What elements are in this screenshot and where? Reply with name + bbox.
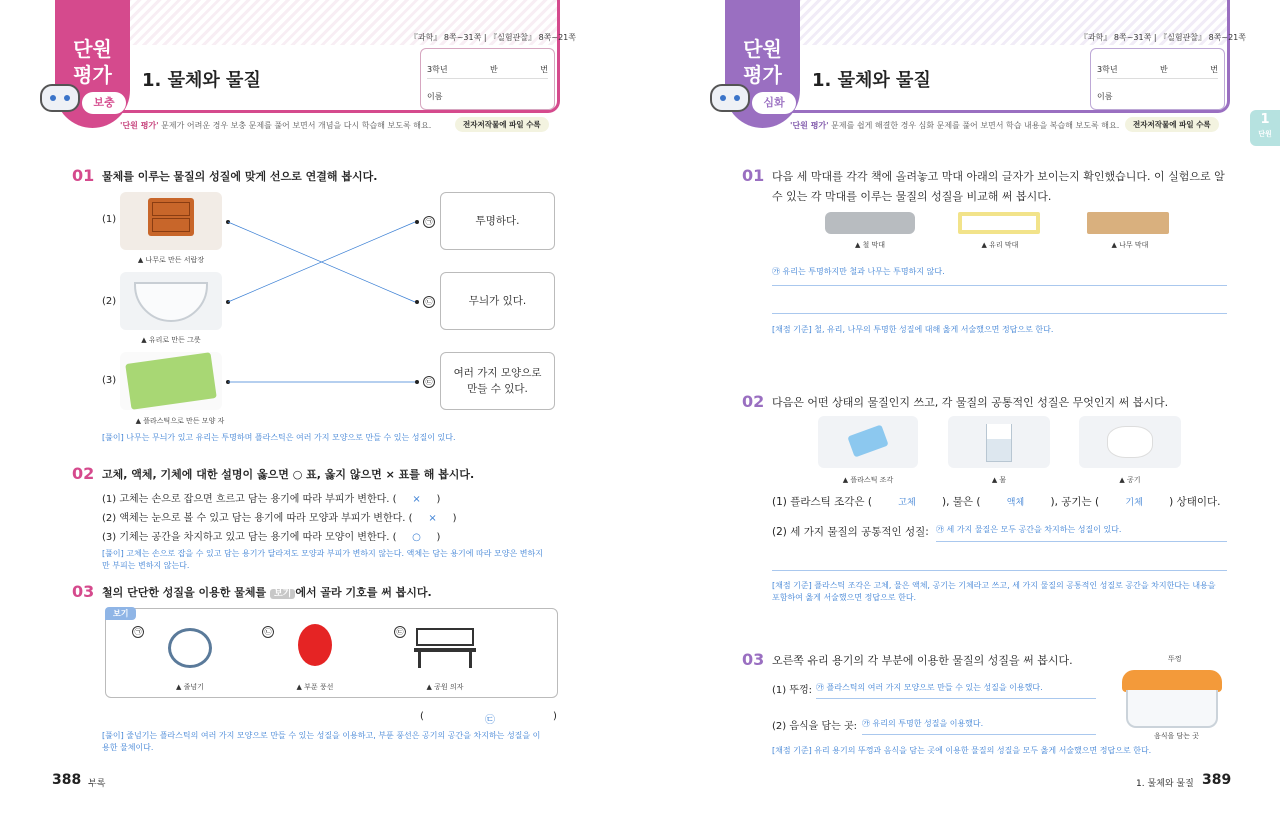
question-text: 오른쪽 유리 용기의 각 부분에 이용한 물질의 성질을 써 봅시다. — [772, 654, 1073, 667]
answer-text[interactable]: ㉮ 유리의 투명한 성질을 이용했다. — [862, 719, 984, 728]
question-number: 02 — [742, 392, 765, 411]
q2-part1: (1) 플라스틱 조각은 ( 고체 ), 물은 ( 액체 ), 공기는 ( 기체 ) 상태이다. — [772, 496, 1221, 508]
lid-label: 뚜껑 — [1168, 655, 1182, 663]
option-mark: ㉢ — [394, 626, 406, 638]
question-number: 03 — [742, 650, 765, 669]
tab-line1: 단원 — [73, 37, 112, 61]
option-mark: ㉡ — [262, 626, 274, 638]
question-text: 다음은 어떤 상태의 물질인지 쓰고, 각 물질의 공통적인 성질은 무엇인지 써 봅시다. — [772, 396, 1169, 409]
connect-dot[interactable] — [415, 220, 419, 224]
glass-container-image — [1118, 664, 1226, 732]
wood-bar-image — [1087, 212, 1169, 234]
unit-note: '단원 평가' 문제를 쉽게 해결한 경우 심화 문제를 풀어 보면서 학습 내용을 복습해 보도록 해요. — [790, 121, 1120, 130]
q3-part2-label: (2) 음식을 담는 곳: — [772, 721, 858, 732]
textbook-refs: 『과학』 8쪽~31쪽 | 『실험관찰』 8쪽~21쪽 — [1079, 33, 1246, 42]
answer-text[interactable]: ㉮ 플라스틱의 여러 가지 모양으로 만들 수 있는 성질을 이용했다. — [816, 683, 1043, 692]
connect-dot[interactable] — [415, 300, 419, 304]
criteria-text: [채점 기준] 유리 용기의 뚜껑과 음식을 담는 곳에 이용한 물질의 성질을 모두 옳게 서술했으면 정답으로 한다. — [772, 746, 1152, 755]
option-box: 무늬가 있다. — [440, 272, 555, 330]
criteria-text: [채점 기준] 철, 유리, 나무의 투명한 성질에 대해 옳게 서술했으면 정답으로 한다. — [772, 325, 1054, 334]
criteria-text: [채점 기준] 플라스틱 조각은 고체, 물은 액체, 공기는 기체라고 쓰고, 세 가지 물질의 공통적인 성질로 공간을 차지한다는 내용을 포함하여 옳게 서술했으면 정답으로 한다. — [772, 581, 1216, 602]
class-field[interactable]: 반 — [1160, 65, 1168, 74]
tab-line2: 평가 — [743, 63, 782, 87]
connect-dot[interactable] — [415, 380, 419, 384]
image-caption: ▲ 줄넘기 — [176, 683, 204, 691]
unit-title: 1. 물체와 물질 — [142, 70, 261, 91]
answer-text[interactable]: ㉮ 유리는 투명하지만 철과 나무는 투명하지 않다. — [772, 267, 945, 276]
archive-badge: 전자저작물에 파일 수록 — [455, 117, 549, 132]
question-text: 철의 단단한 성질을 이용한 물체를 보기 에서 골라 기호를 써 봅시다. — [102, 586, 432, 599]
q2-item: (1) 고체는 손으로 잡으면 흐르고 담는 용기에 따라 부피가 변한다. ( × ) — [102, 494, 441, 505]
tab-line2: 평가 — [73, 63, 112, 87]
question-text: 물체를 이루는 물질의 성질에 맞게 선으로 연결해 봅시다. — [102, 170, 378, 183]
number-field[interactable]: 번 — [540, 65, 548, 74]
image-caption: ▲ 유리 막대 — [981, 241, 1019, 249]
page-number: 388 — [52, 772, 82, 788]
right-page — [690, 0, 1280, 814]
item-number: (1) — [102, 214, 117, 225]
option-mark: ㉡ — [423, 296, 435, 308]
question-number: 01 — [72, 166, 95, 185]
page-number: 389 — [1202, 772, 1232, 788]
option-mark: ㉠ — [423, 216, 435, 228]
unit-title: 1. 물체와 물질 — [812, 70, 931, 91]
footer-label: 1. 물체와 물질 — [1136, 779, 1194, 789]
air-bag-image — [1079, 416, 1181, 468]
student-info-box — [1090, 48, 1225, 110]
image-caption: ▲ 플라스틱으로 만든 모양 자 — [135, 417, 225, 425]
option-mark: ㉢ — [423, 376, 435, 388]
question-number: 01 — [742, 166, 765, 185]
water-cup-image — [948, 416, 1050, 468]
image-caption: ▲ 공기 — [1119, 476, 1141, 484]
answer-value[interactable]: ㉢ — [485, 715, 495, 726]
image-caption: ▲ 나무 막대 — [1111, 241, 1149, 249]
jump-rope-image — [160, 622, 220, 674]
number-field[interactable]: 번 — [1210, 65, 1218, 74]
bench-image — [410, 624, 480, 672]
question-text: 고체, 액체, 기체에 대한 설명이 옳으면 ○ 표, 옳지 않으면 × 표를 해 봅시다. — [102, 468, 475, 481]
option-mark: ㉠ — [132, 626, 144, 638]
grade-field[interactable]: 3학년 — [1097, 65, 1118, 74]
q2-item: (2) 액체는 눈으로 볼 수 있고 담는 용기에 따라 모양과 부피가 변한다. ( × ) — [102, 513, 457, 524]
option-box: 여러 가지 모양으로 만들 수 있다. — [440, 352, 555, 410]
image-caption: ▲ 물 — [991, 476, 1007, 484]
solution-text: [풀이] 고체는 손으로 잡을 수 있고 담는 용기가 달라져도 모양과 부피가 변하지 않는다. 액체는 담는 용기에 따라 모양은 변하지 만 부피는 변하지 않는다. — [102, 549, 543, 570]
plastic-piece-image — [818, 416, 918, 468]
name-field[interactable]: 이름 — [1097, 92, 1113, 101]
supplement-tag: 보충 — [82, 92, 126, 114]
glass-bar-image — [958, 212, 1040, 234]
class-field[interactable]: 반 — [490, 65, 498, 74]
answer-text[interactable]: ㉮ 세 가지 물질은 모두 공간을 차지하는 성질이 있다. — [936, 525, 1122, 534]
footer-label: 부록 — [88, 779, 106, 789]
tab-line1: 단원 — [743, 37, 782, 61]
q3-part1-label: (1) 뚜껑: — [772, 685, 813, 696]
item-number: (3) — [102, 375, 117, 386]
advanced-tag: 심화 — [752, 92, 796, 114]
grade-field[interactable]: 3학년 — [427, 65, 448, 74]
unit-side-tab[interactable]: 1 단원 — [1250, 110, 1280, 146]
name-field[interactable]: 이름 — [427, 92, 443, 101]
archive-badge: 전자저작물에 파일 수록 — [1125, 117, 1219, 132]
image-caption: ▲ 공원 의자 — [426, 683, 464, 691]
q2-item: (3) 기체는 공간을 차지하고 있고 담는 용기에 따라 모양이 변한다. ( ○ ) — [102, 532, 441, 543]
image-caption: ▲ 플라스틱 조각 — [842, 476, 894, 484]
question-text: 다음 세 막대를 각각 책에 올려놓고 막대 아래의 글자가 보이는지 확인했습니다. 이 실험으로 알 수 있는 각 막대를 이루는 물질의 성질을 비교해 써 봅시다. — [772, 170, 1225, 203]
robot-mascot-icon — [710, 84, 750, 112]
body-label: 음식을 담는 곳 — [1154, 732, 1200, 740]
question-number: 02 — [72, 464, 95, 483]
unit-note: '단원 평가' 문제가 어려운 경우 보충 문제를 풀어 보면서 개념을 다시 학습해 보도록 해요. — [120, 121, 432, 130]
balloon-image — [290, 622, 340, 674]
question-number: 03 — [72, 582, 95, 601]
image-caption: ▲ 유리로 만든 그릇 — [141, 336, 201, 344]
bogi-label: 보기 — [105, 607, 136, 620]
iron-bar-image — [825, 212, 915, 234]
option-box: 투명하다. — [440, 192, 555, 250]
item-number: (2) — [102, 296, 117, 307]
image-caption: ▲ 철 막대 — [854, 241, 886, 249]
q2-part2-label: (2) 세 가지 물질의 공통적인 성질: — [772, 526, 929, 538]
solution-text: [풀이] 줄넘기는 플라스틱의 여러 가지 모양으로 만들 수 있는 성질을 이용하고, 부푼 풍선은 공기의 공간을 차지하는 성질을 이 용한 물체이다. — [102, 731, 541, 752]
left-page: 단원 평가 보충 『과학』 8쪽~31쪽 | 『실험관찰』 8쪽~21쪽 1. 물체와 물질 3학년 반 번 이름 '단원 평가' 문제가 어려운 경우 보충 문제를 풀어 보면서 개념을 다시 학습해 보도록 해요. 전자저작물에 파일 수록 01 물체를 이루는 물질의 성질에 맞게 선으로 연결해 봅시다. (1) ▲ 나무로 만든 서랍장 (2) ▲ 유리로 만든 그릇 (3) ▲ 플라스틱으로 만든 모양 자 ㉠ ㉡ ㉢ 투명하다. 무늬가 있다. 여러 가지 모양으로 만들 수 있다. [풀이] 나무는 무늬가 있고 유리는 투명하며 플라스틱은 여러 가지 모양으로 만들 수 있는 성질이 있다. 02 고체, 액체, 기체에 대한 설명이 옳으면 ○ 표, 옳지 않으면 × 표를 해 봅시다. (1) 고체는 손으로 잡으면 흐르고 담는 용기에 따라 부피가 변한다. ( × ) (2) 액체는 눈으로 볼 수 있고 담는 용기에 따라 모양과 부피가 변한다. ( × ) (3) 기체는 공간을 차지하고 있고 담는 용기에 따라 모양이 변한다. ( ○ ) [풀이] 고체는 손으로 잡을 수 있고 담는 용기가 달라져도 모양과 부피가 변하지 않는다. 액체는 담는 용기에 따라 모양은 변하지 만 부피는 변하지 않는다. 03 철의 단단한 성질을 이용한 물체를 보기 에서 골라 기호를 써 봅시다. 보기 ㉠ ▲ 줄넘기 ㉡ ▲ 부푼 풍선 ㉢ ▲ 공원 의자 ( ㉢ ) [풀이] 줄넘기는 플라스틱의 여러 가지 모양으로 만들 수 있는 성질을 이용하고, 부푼 풍선은 공기의 공간을 차지하는 성질을 이 용한 물체이다. 388 부록 — [20, 0, 640, 814]
textbook-refs: 『과학』 8쪽~31쪽 | 『실험관찰』 8쪽~21쪽 — [409, 33, 576, 42]
image-caption: ▲ 부푼 풍선 — [296, 683, 334, 691]
image-caption: ▲ 나무로 만든 서랍장 — [137, 256, 205, 264]
solution-text: [풀이] 나무는 무늬가 있고 유리는 투명하며 플라스틱은 여러 가지 모양으로 만들 수 있는 성질이 있다. — [102, 433, 456, 442]
